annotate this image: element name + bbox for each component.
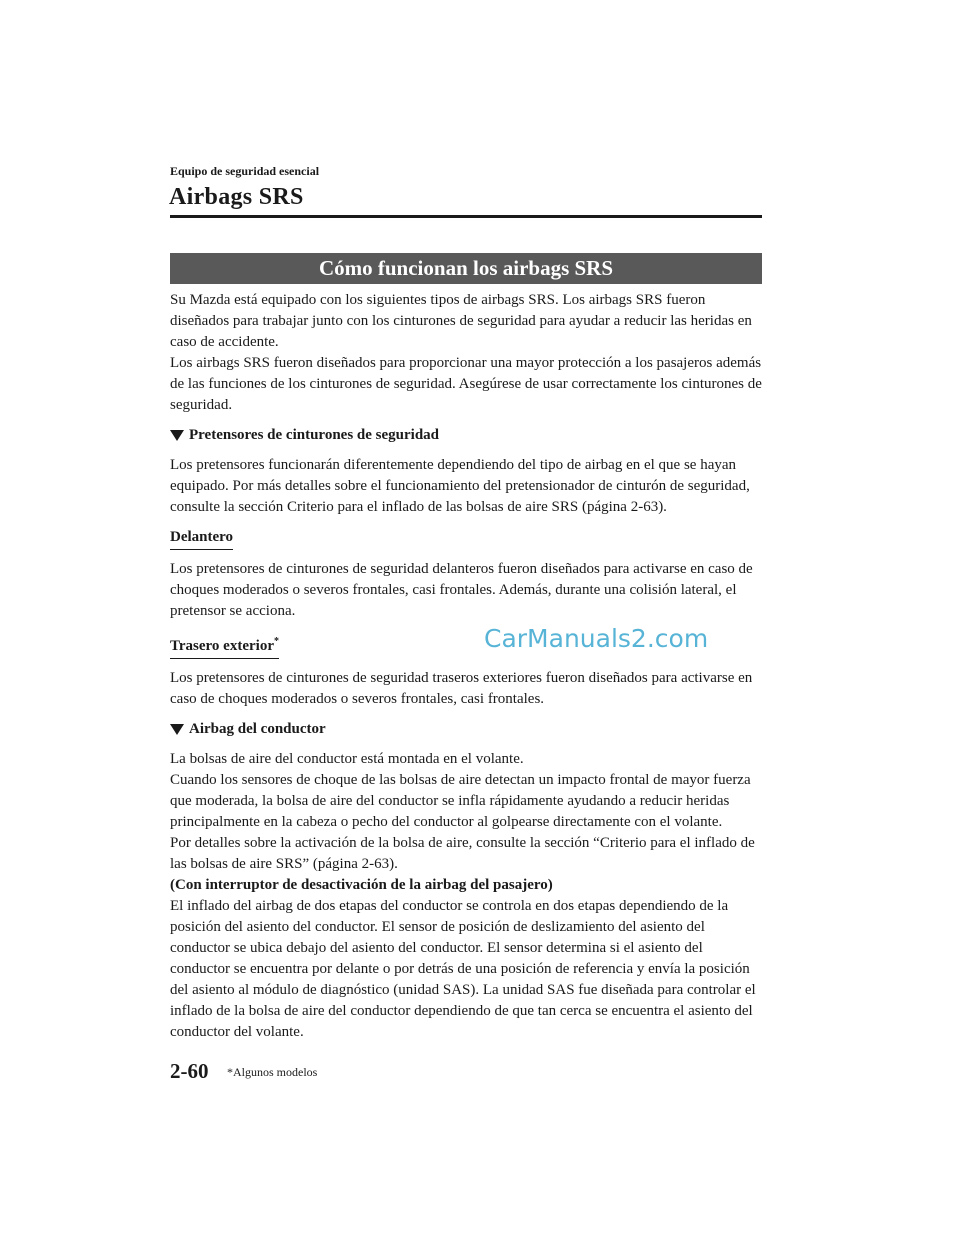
some-models-mark: * xyxy=(273,636,279,647)
trasero-heading-text: Trasero exterior xyxy=(170,638,274,654)
trasero-paragraph: Los pretensores de cinturones de seguridad traseros exteriores fueron diseñados para activarse en caso de choques moderados o severos frontales, casi frontales. xyxy=(170,670,753,707)
airbag-conductor-line-2: Cuando los sensores de choque de las bolsas de aire detectan un impacto frontal de mayor fuerza que moderada, la bolsa de aire del conductor se infla rápidamente ayudando a reducir heridas principalmente en la cabeza o pecho del conductor al golpearse directamente con el volante. xyxy=(170,772,751,830)
page-number: 2-60 xyxy=(170,1059,209,1083)
title-rule xyxy=(170,215,762,218)
triangle-down-icon xyxy=(170,430,184,441)
airbag-conductor-line-3: Por detalles sobre la activación de la bolsa de aire, consulte la sección “Criterio para el inflado de las bolsas de aire SRS” (página 2-63). xyxy=(170,835,755,872)
trasero-heading xyxy=(170,631,279,659)
airbag-conductor-line-1: La bolsas de aire del conductor está montada en el volante. xyxy=(170,751,524,767)
pretensores-heading xyxy=(170,425,762,446)
page-title: Airbags SRS xyxy=(169,184,304,210)
intro-paragraph-2: Los airbags SRS fueron diseñados para proporcionar una mayor protección a los pasajeros además de las funciones de los cinturones de seguridad. Asegúrese de usar correctamente los cinturones de seguridad. xyxy=(170,355,762,413)
section-title-bar: Cómo funcionan los airbags SRS xyxy=(170,253,762,284)
airbag-conductor-paragraph: El inflado del airbag de dos etapas del conductor se controla en dos etapas dependiendo de la posición del asiento del conductor. El sensor de posición de deslizamiento del asiento del conductor se ubica debajo del asiento del conductor. El sensor determina si el asiento del conductor se encuentra por delante o por detrás de una posición de referencia y envía la posición del asiento al módulo de diagnóstico (unidad SAS). La unidad SAS fue diseñada para controlar el inflado de la bolsa de aire del conductor dependiendo de que tan cerca se encuentra el asiento del conductor del volante. xyxy=(170,898,756,1040)
pretensores-paragraph: Los pretensores funcionarán diferentemente dependiendo del tipo de airbag en el que se hayan equipado. Por más detalles sobre el funcionamiento del pretensionador de cinturón de seguridad, consulte la sección Criterio para el inflado de las bolsas de aire SRS (página 2-63). xyxy=(170,457,750,515)
intro-paragraph-1: Su Mazda está equipado con los siguientes tipos de airbags SRS. Los airbags SRS fueron diseñados para trabajar junto con los cinturones de seguridad para ayudar a reducir las heridas en caso de accidente. xyxy=(170,292,752,350)
content xyxy=(170,290,762,1052)
watermark: CarManuals2.com xyxy=(484,624,709,653)
footnote: *Algunos modelos xyxy=(227,1065,318,1079)
chapter-label: Equipo de seguridad esencial xyxy=(170,164,320,178)
delantero-heading: Delantero xyxy=(170,527,233,550)
airbag-conductor-subheading: (Con interruptor de desactivación de la airbag del pasajero) xyxy=(170,877,553,893)
triangle-down-icon xyxy=(170,724,184,735)
pretensores-heading-text: Pretensores de cinturones de seguridad xyxy=(189,427,439,443)
airbag-conductor-heading-text: Airbag del conductor xyxy=(189,721,326,737)
delantero-paragraph: Los pretensores de cinturones de seguridad delanteros fueron diseñados para activarse en caso de choques moderados o severos frontales, casi frontales. Además, durante una colisión lateral, el pretensor se acciona. xyxy=(170,561,753,619)
airbag-conductor-heading xyxy=(170,719,762,740)
